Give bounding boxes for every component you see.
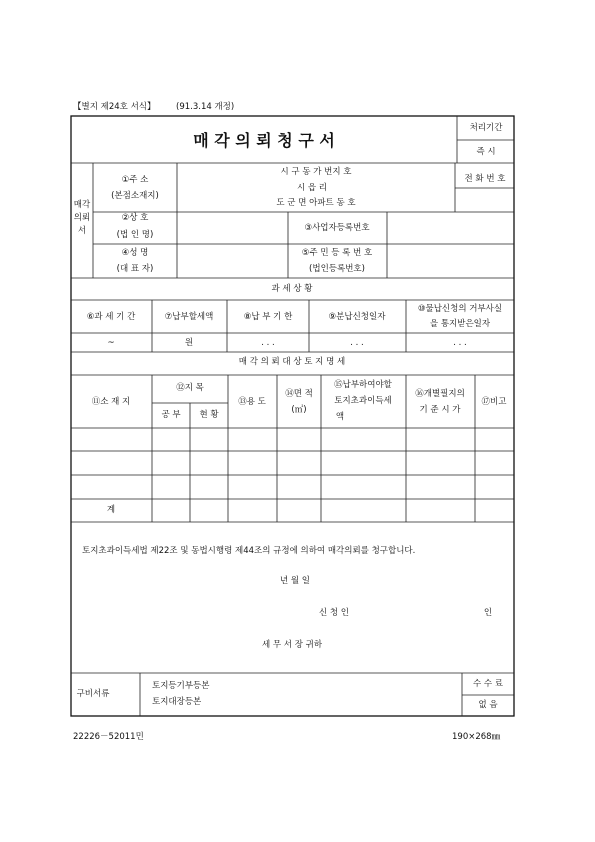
tax-period-value[interactable]: ~ [107,338,115,348]
resident-number-field[interactable] [388,245,513,277]
address-line-3: 도 군 면 아파트 동 호 [276,198,356,208]
business-name-label: ②상 호 [121,213,149,223]
address-line-1: 시 구 동 가 번지 호 [280,167,352,177]
installment-date-value[interactable]: . . . [350,338,364,348]
remarks-header: ⑰비고 [481,397,507,407]
installment-date-header: ⑨분납신청일자 [328,312,386,322]
addressee: 세 무 서 장 귀하 [261,640,323,650]
business-name-sublabel: (법 인 명) [116,230,154,240]
tax-due-header-1: ⑮납부하여야할 [334,380,392,390]
land-section-heading: 매 각 의 뢰 대 상 토 지 명 세 [238,357,346,367]
standard-price-header-2: 기 준 시 가 [419,405,461,415]
actual-category-header: 현 황 [199,410,219,420]
table-row[interactable] [72,476,513,498]
resident-number-label: ⑤주 민 등 록 번 호 [301,248,373,258]
phone-label: 전 화 번 호 [464,174,506,184]
address-label: ①주 소 [121,175,149,185]
notice-date-header-1: ⑩물납신청의 거부사실 [417,304,503,314]
unpaid-tax-value[interactable]: 원 [184,338,194,348]
table-row[interactable] [72,429,513,450]
tax-due-header-3: 액 [335,412,345,422]
location-header: ⑪소 재 지 [91,397,131,407]
fee-value: 없 음 [478,700,498,710]
tax-due-header-2: 토지초과이득세 [334,396,392,406]
business-reg-number-label: ③사업자등록번호 [304,223,370,233]
address-line-2: 시 읍 리 [296,183,328,193]
document-item: 토지대장등본 [152,697,202,707]
form-code: 22226－52011민 [73,732,144,742]
application-date[interactable]: 년 월 일 [279,576,311,586]
required-documents-label: 구비서류 [76,689,110,699]
processing-period-value: 즉 시 [476,147,496,157]
due-date-header: ⑧납 부 기 한 [243,312,293,322]
address-field[interactable] [178,164,454,211]
notice-date-header-2: 을 통지받은일자 [429,319,491,329]
applicant-section-label: 매각 의뢰 서 [73,200,91,236]
registry-category-header: 공 부 [161,410,181,420]
representative-sublabel: (대 표 자) [116,264,154,274]
fee-label: 수 수 료 [472,679,504,689]
seal-mark: 인 [483,608,493,618]
land-category-header: ⑫지 목 [176,383,204,393]
table-row[interactable] [72,452,513,474]
business-reg-number-field[interactable] [388,213,513,243]
document-item: 토지등기부등본 [152,681,210,691]
unpaid-tax-header: ⑦납부할세액 [164,312,214,322]
total-label: 계 [106,505,116,515]
tax-section-heading: 과 세 상 황 [271,284,313,294]
notice-date-value[interactable]: . . . [453,338,467,348]
form-number: 【별지 제24호 서식】 [73,102,156,112]
paper-size: 190×268㎜ [452,732,501,742]
processing-period-label: 처리기간 [469,123,503,133]
standard-price-header-1: ⑯개별필지의 [415,389,465,399]
business-name-field[interactable] [178,213,287,243]
area-unit: (㎡) [291,405,307,415]
form-title: 매 각 의 뢰 청 구 서 [193,131,335,150]
declaration-statement: 토지초과이득세법 제22조 및 동법시행령 제44조의 규정에 의하여 매각의뢰를 청구합니다. [82,546,416,556]
phone-field[interactable] [456,189,513,211]
resident-number-sublabel: (법인등록번호) [309,264,365,274]
representative-label: ④성 명 [121,248,149,258]
address-sublabel: (본점소재지) [111,191,159,201]
representative-field[interactable] [178,245,287,277]
area-header: ⑭면 적 [285,389,313,399]
applicant-label: 신 청 인 [318,608,350,618]
revision-date: (91.3.14 개정) [176,102,235,112]
tax-period-header: ⑥과 세 기 간 [86,312,136,322]
due-date-value[interactable]: . . . [261,338,275,348]
use-header: ⑬용 도 [238,397,266,407]
